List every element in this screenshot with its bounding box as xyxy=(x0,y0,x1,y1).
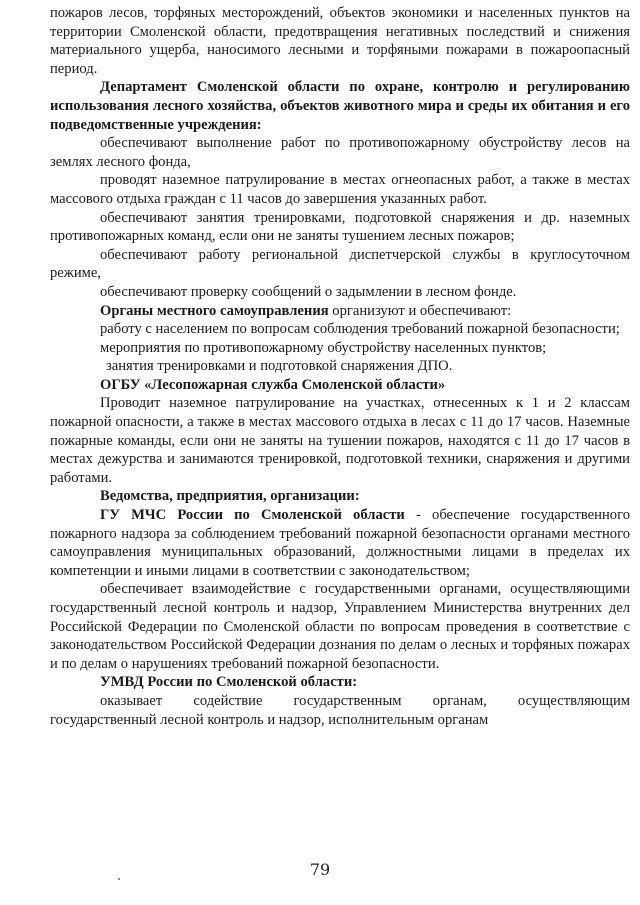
section-heading: УМВД России по Смоленской области: xyxy=(100,674,358,691)
paragraph: Проводит наземное патрулирование на участках, отнесенных к 1 и 2 классам пожарной опасности, а также в местах массового отдыха в лесах с 11 до 17 часов. Наземные пожарные команды, если они не заняты на тушении пожаров, находятся с 11 до 17 часов в местах дежурства и занимаются тренировкой, подготовкой техники, снаряжения и другими работами. xyxy=(50,395,630,486)
paragraph: обеспечивают выполнение работ по противопожарному обустройству лесов на землях лесного фонда, xyxy=(50,135,630,170)
paragraph: обеспечивают проверку сообщений о задымлении в лесном фонде. xyxy=(100,283,517,300)
paragraph: проводят наземное патрулирование в местах огнеопасных работ, а также в местах массового отдыха граждан с 11 часов до завершения указанных работ. xyxy=(50,172,630,207)
paragraph: занятия тренировками и подготовкой снаряжения ДПО. xyxy=(106,358,453,375)
section-heading: Департамент Смоленской области по охране, контролю и регулированию использования лесного хозяйства, объектов животного мира и среды их обитания и его подведомственные учреждения: xyxy=(50,79,630,133)
paragraph: ГУ МЧС России по Смоленской области - обеспечение государственного пожарного надзора за соблюдением требований пожарной безопасности органами местного самоуправления муниципальных образований, должностными лицами в пределах их компетенции и иными лицами в соответствии с законодательством; xyxy=(50,507,630,579)
paragraph: обеспечивают работу региональной диспетчерской службы в круглосуточном режиме, xyxy=(50,246,630,282)
paragraph: работу с населением по вопросам соблюдения требований пожарной безопасности; xyxy=(100,321,620,338)
section-heading: Органы местного самоуправления организуют и обеспечивают: xyxy=(100,302,512,319)
paragraph: обеспечивают занятия тренировками, подготовкой снаряжения и др. наземных противопожарных команд, если они не заняты тушением лесных пожаров; xyxy=(50,209,630,245)
section-heading: ОГБУ «Лесопожарная служба Смоленской области» xyxy=(100,376,446,393)
paragraph: обеспечивает взаимодействие с государственными органами, осуществляющими государственный лесной контроль и надзор, Управлением Министерства внутренних дел Российской Федерации по Смоленской области по вопросам проведения в соответствие с законодательством Российской Федерации дознания по делам о лесных и торфяных пожарах и по делам о нарушениях требований пожарной безопасности. xyxy=(50,581,630,672)
paragraph: мероприятия по противопожарному обустройству населенных пунктов; xyxy=(100,339,547,356)
page-number: 79 xyxy=(309,860,331,879)
paragraph: оказывает содействие государственным органам, осуществляющим государственный лесной контроль и надзор, исполнительным органам xyxy=(50,692,630,728)
section-heading: Ведомства, предприятия, организации: xyxy=(100,488,360,505)
paragraph: пожаров лесов, торфяных месторождений, объектов экономики и населенных пунктов на территории Смоленской области, предотвращения негативных последствий и снижения материального ущерба, наносимого лесными и торфяными пожарами в пожароопасный период. xyxy=(50,5,630,77)
